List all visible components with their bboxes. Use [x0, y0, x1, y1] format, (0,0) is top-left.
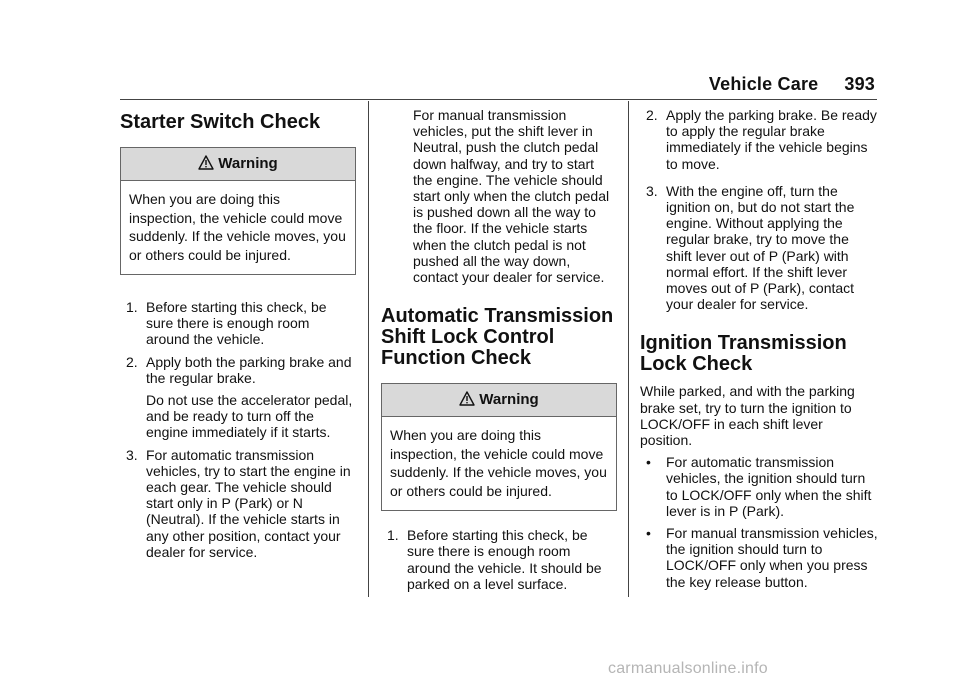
page-number: 393 [844, 74, 875, 94]
column-divider [628, 101, 629, 597]
step-number: 1. [126, 299, 138, 315]
step-text: Before starting this check, be sure there is enough room around the vehicle. It should be parked on a level surface. [407, 527, 602, 592]
column-divider [368, 101, 369, 597]
step-list [381, 527, 617, 592]
step-text: Apply both the parking brake and the regular brake. [146, 353, 352, 386]
step-number: 2. [126, 353, 138, 370]
warning-triangle-icon [459, 391, 475, 406]
list-item [120, 299, 356, 348]
warning-label: Warning [479, 391, 539, 409]
bullet-text: For automatic transmission vehicles, the ignition should turn to LOCK/OFF only when the shift lever is in P (Park). [666, 454, 872, 519]
list-item [640, 107, 878, 172]
bullet-mark: • [646, 454, 651, 471]
step-text: With the engine off, turn the ignition on, but do not start the engine. Without applying the regular brake, try to move the shift lever out of P (Park) with normal effort. If the shift lever moves out of P (Park), contact your dealer for service. [666, 182, 855, 313]
list-item [381, 527, 617, 592]
section-heading: Ignition Transmission Lock Check [640, 332, 847, 376]
intro-paragraph: While parked, and with the parking brake set, try to turn the ignition to LOCK/OFF in each shift lever position. [640, 383, 855, 449]
warning-text: When you are doing this inspection, the vehicle could move suddenly. If the vehicle moves, you or others could be injured. [129, 191, 346, 263]
step-text: Apply the parking brake. Be ready to apply the regular brake immediately if the vehicle begins to move. [666, 107, 877, 172]
continued-step-text: For manual transmission vehicles, put the shift lever in Neutral, push the clutch pedal down halfway, and try to start the engine. The vehicle should start only when the clutch pedal is pushed down all the way to the floor. If the vehicle starts when the clutch pedal is not pushed all the way down, contact your dealer for service. [413, 107, 610, 286]
page-header [709, 74, 875, 95]
column-1 [120, 107, 356, 560]
warning-triangle-icon [198, 155, 214, 170]
warning-box [120, 147, 356, 275]
section-title: Vehicle Care [708, 74, 819, 94]
step-number: 2. [646, 107, 658, 123]
section-heading: Automatic Transmission Shift Lock Control Function Check [381, 305, 614, 370]
step-note: Do not use the accelerator pedal, and be ready to turn off the engine immediately if it starts. [146, 392, 353, 441]
step-list [640, 107, 878, 312]
warning-text: When you are doing this inspection, the vehicle could move suddenly. If the vehicle moves, you or others could be injured. [390, 427, 607, 499]
warning-header [121, 148, 355, 181]
step-number: 3. [646, 182, 658, 199]
step-list [120, 299, 356, 560]
list-item [640, 183, 878, 313]
list-item [640, 525, 878, 590]
header-rule [120, 99, 877, 100]
bullet-text: For manual transmission vehicles, the ignition should turn to LOCK/OFF only when you press the key release button. [666, 525, 878, 590]
section-heading: Starter Switch Check [120, 111, 321, 133]
list-item [120, 447, 356, 560]
warning-box [381, 383, 617, 511]
step-text: Before starting this check, be sure there is enough room around the vehicle. [146, 299, 327, 348]
step-text: For automatic transmission vehicles, try to start the engine in each gear. The vehicle should start only in P (Park) or N (Neutral). If the vehicle starts in any other position, contact your dealer for service. [146, 446, 351, 560]
list-item [120, 354, 356, 441]
column-2 [381, 107, 617, 592]
bullet-mark: • [646, 525, 651, 542]
step-number: 1. [387, 527, 399, 544]
column-3 [640, 107, 878, 590]
step-number: 3. [126, 446, 138, 463]
warning-header [382, 384, 616, 417]
warning-label: Warning [218, 155, 278, 172]
watermark: carmanualsonline.info [608, 660, 768, 677]
list-item [640, 454, 878, 519]
